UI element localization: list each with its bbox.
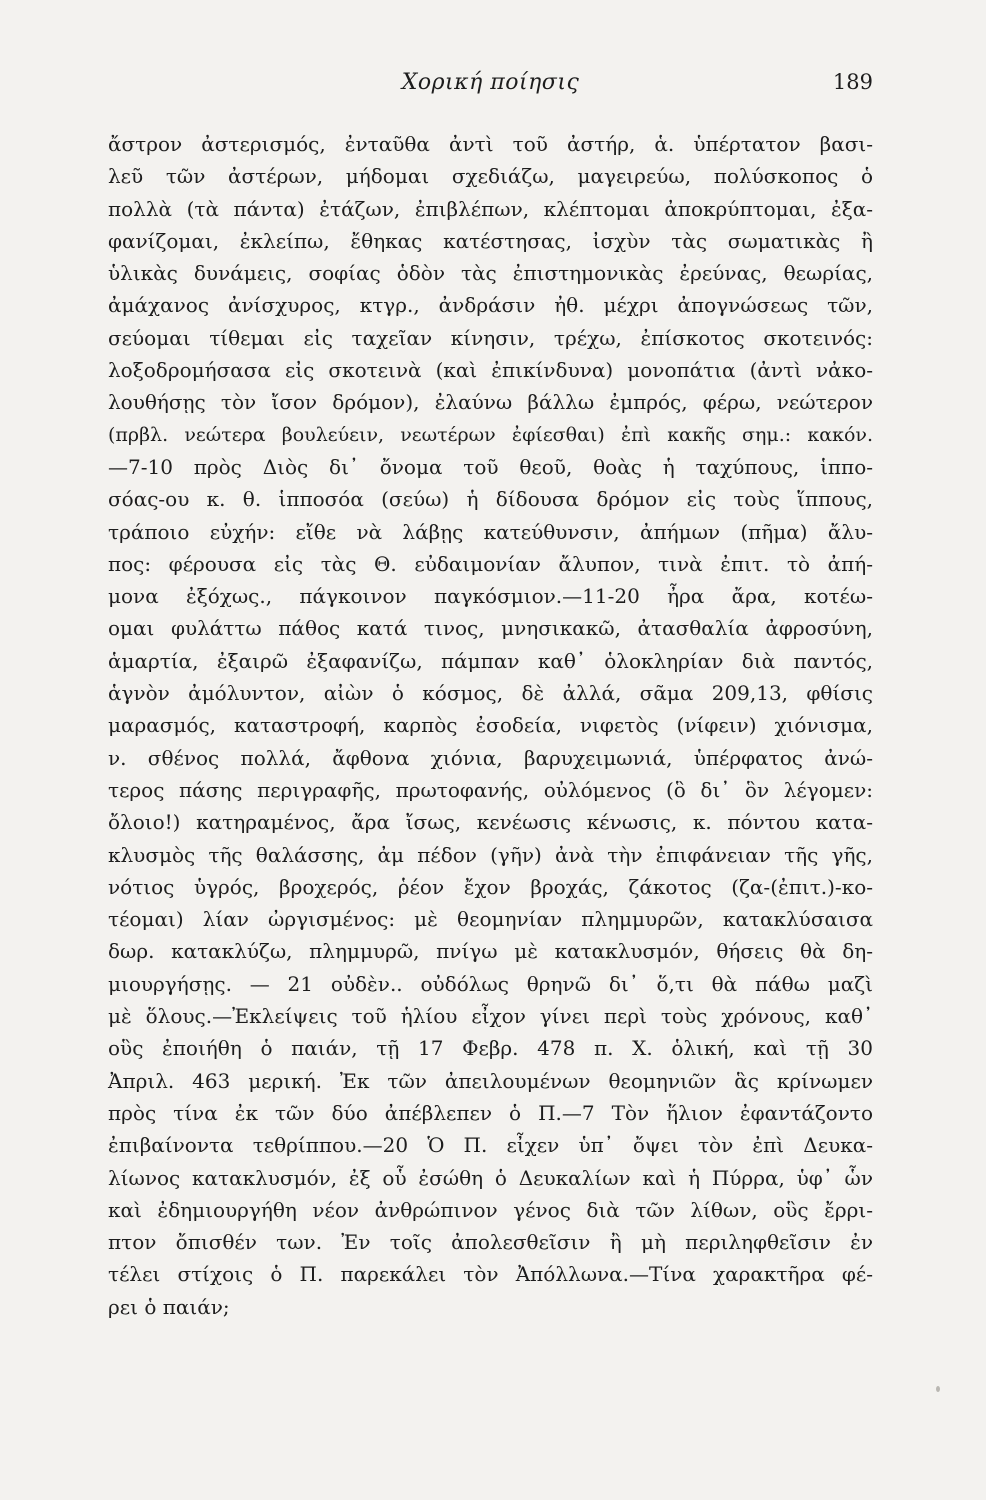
text-line: νότιος ὑγρός, βροχερός, ῥέον ἔχον βροχάς, ζάκοτος (ζα-(ἐπιτ.)-κο- — [108, 874, 873, 899]
text-line: καὶ ἐδημιουργήθη νέον ἀνθρώπινον γένος διὰ τῶν λίθων, οὓς ἔρρι- — [108, 1197, 873, 1222]
running-head — [108, 70, 873, 100]
text-line: Ἀπριλ. 463 μερική. Ἐκ τῶν ἀπειλουμένων θεομηνιῶν ἃς κρίνωμεν — [108, 1068, 873, 1093]
text-line: φανίζομαι, ἐκλείπω, ἔθηκας κατέστησας, ἰσχὺν τὰς σωματικὰς ἢ — [108, 228, 873, 253]
text-line: τερος πάσης περιγραφῆς, πρωτοφανής, οὐλόμενος (ὃ δι᾽ ὃν λέγομεν: — [108, 777, 873, 802]
text-line: ομαι φυλάττω πάθος κατά τινος, μνησικακῶ, ἀτασθαλία ἀφροσύνη, — [108, 616, 873, 641]
text-line: ὄλοιο!) κατηραμένος, ἄρα ἴσως, κενέωσις κένωσις, κ. πόντου κατα- — [108, 810, 873, 835]
text-line: λίωνος κατακλυσμόν, ἐξ οὗ ἐσώθη ὁ Δευκαλίων καὶ ἡ Πύρρα, ὑφ᾽ ὧν — [108, 1165, 873, 1190]
text-line: κλυσμὸς τῆς θαλάσσης, ἀμ πέδον (γῆν) ἀνὰ τὴν ἐπιφάνειαν τῆς γῆς, — [108, 842, 873, 867]
text-line: (πρβλ. νεώτερα βουλεύειν, νεωτέρων ἐφίεσθαι) ἐπὶ κακῆς σημ.: κακόν. — [108, 423, 873, 446]
text-line: —7-10 πρὸς Διὸς δι᾽ ὄνομα τοῦ θεοῦ, θοὰς ἡ ταχύπους, ἱππο- — [108, 454, 873, 479]
text-line: πολλὰ (τὰ πάντα) ἐτάζων, ἐπιβλέπων, κλέπτομαι ἀποκρύπτομαι, ἐξα- — [108, 196, 873, 221]
text-line: τέομαι) λίαν ὠργισμένος: μὲ θεομηνίαν πλημμυρῶν, κατακλύσαισα — [108, 907, 873, 932]
text-line: δωρ. κατακλύζω, πλημμυρῶ, πνίγω μὲ κατακλυσμόν, θήσεις θὰ δη- — [108, 939, 873, 964]
text-line: τράποιο εὐχήν: εἴθε νὰ λάβῃς κατεύθυνσιν, ἀπήμων (πῆμα) ἄλυ- — [108, 519, 873, 544]
text-line: ἄστρον ἀστερισμός, ἐνταῦθα ἀντὶ τοῦ ἀστήρ, ἁ. ὑπέρτατον βασι- — [108, 132, 873, 156]
text-line: σόας-ου κ. θ. ἱπποσόα (σεύω) ἡ δίδουσα δρόμον εἰς τοὺς ἵππους, — [108, 487, 873, 512]
text-line: οὓς ἐποιήθη ὁ παιάν, τῇ 17 Φεβρ. 478 π. Χ. ὁλική, καὶ τῇ 30 — [108, 1036, 873, 1061]
text-line: ἁγνὸν ἀμόλυντον, αἰὼν ὁ κόσμος, δὲ ἀλλά, σᾶμα 209,13, φθίσις — [108, 681, 873, 706]
text-line: πρὸς τίνα ἐκ τῶν δύο ἀπέβλεπεν ὁ Π.—7 Τὸν ἥλιον ἐφαντάζοντο — [108, 1100, 873, 1125]
text-line: ὑλικὰς δυνάμεις, σοφίας ὁδὸν τὰς ἐπιστημονικὰς ἐρεύνας, θεωρίας, — [108, 261, 873, 286]
commentary-text — [108, 128, 873, 1323]
text-line: τέλει στίχοις ὁ Π. παρεκάλει τὸν Ἀπόλλωνα.—Τίνα χαρακτῆρα φέ- — [108, 1262, 873, 1287]
text-line: πτον ὄπισθέν των. Ἐν τοῖς ἀπολεσθεῖσιν ἢ μὴ περιληφθεῖσιν ἐν — [108, 1230, 873, 1255]
page-number: 189 — [832, 70, 873, 94]
text-line: μιουργήσῃς. — 21 οὐδὲν.. οὐδόλως θρηνῶ δι᾽ ὅ,τι θὰ πάθω μαζὶ — [108, 971, 873, 996]
text-line: ἁμαρτία, ἐξαιρῶ ἐξαφανίζω, πάμπαν καθ᾽ ὁλοκληρίαν διὰ παντός, — [108, 648, 873, 673]
text-line: πος: φέρουσα εἰς τὰς Θ. εὐδαιμονίαν ἄλυπον, τινὰ ἐπιτ. τὸ ἀπή- — [108, 551, 873, 576]
text-line: ρει ὁ παιάν; — [108, 1294, 230, 1319]
text-line: μὲ ὅλους.—Ἐκλείψεις τοῦ ἡλίου εἶχον γίνει περὶ τοὺς χρόνους, καθ᾽ — [108, 1004, 873, 1029]
text-line: ἐπιβαίνοντα τεθρίππου.—20 Ὁ Π. εἶχεν ὑπ᾽ ὄψει τὸν ἐπὶ Δευκα- — [108, 1133, 873, 1158]
text-line: λεῦ τῶν ἀστέρων, μήδομαι σχεδιάζω, μαγειρεύω, πολύσκοπος ὁ — [108, 164, 873, 189]
text-line: λουθήσῃς τὸν ἴσον δρόμον), ἐλαύνω βάλλω ἐμπρός, φέρω, νεώτερον — [108, 390, 873, 415]
text-line: μονα ἐξόχως., πάγκοινον παγκόσμιον.—11-20 ἦρα ἄρα, κοτέω- — [108, 584, 873, 609]
text-line: ν. σθένος πολλά, ἄφθονα χιόνια, βαρυχειμωνιά, ὑπέρφατος ἀνώ- — [108, 745, 873, 770]
text-line: μαρασμός, καταστροφή, καρπὸς ἐσοδεία, νιφετὸς (νίφειν) χιόνισμα, — [108, 713, 873, 738]
text-line: λοξοδρομήσασα εἰς σκοτεινὰ (καὶ ἐπικίνδυνα) μονοπάτια (ἀντὶ νἀκο- — [108, 358, 873, 383]
text-line: ἀμάχανος ἀνίσχυρος, κτγρ., ἀνδράσιν ἠθ. μέχρι ἀπογνώσεως τῶν, — [108, 293, 873, 318]
running-title: Χορική ποίησις — [401, 70, 580, 95]
paper-speck — [936, 1386, 940, 1392]
text-line: σεύομαι τίθεμαι εἰς ταχεῖαν κίνησιν, τρέχω, ἐπίσκοτος σκοτεινός: — [108, 325, 873, 350]
